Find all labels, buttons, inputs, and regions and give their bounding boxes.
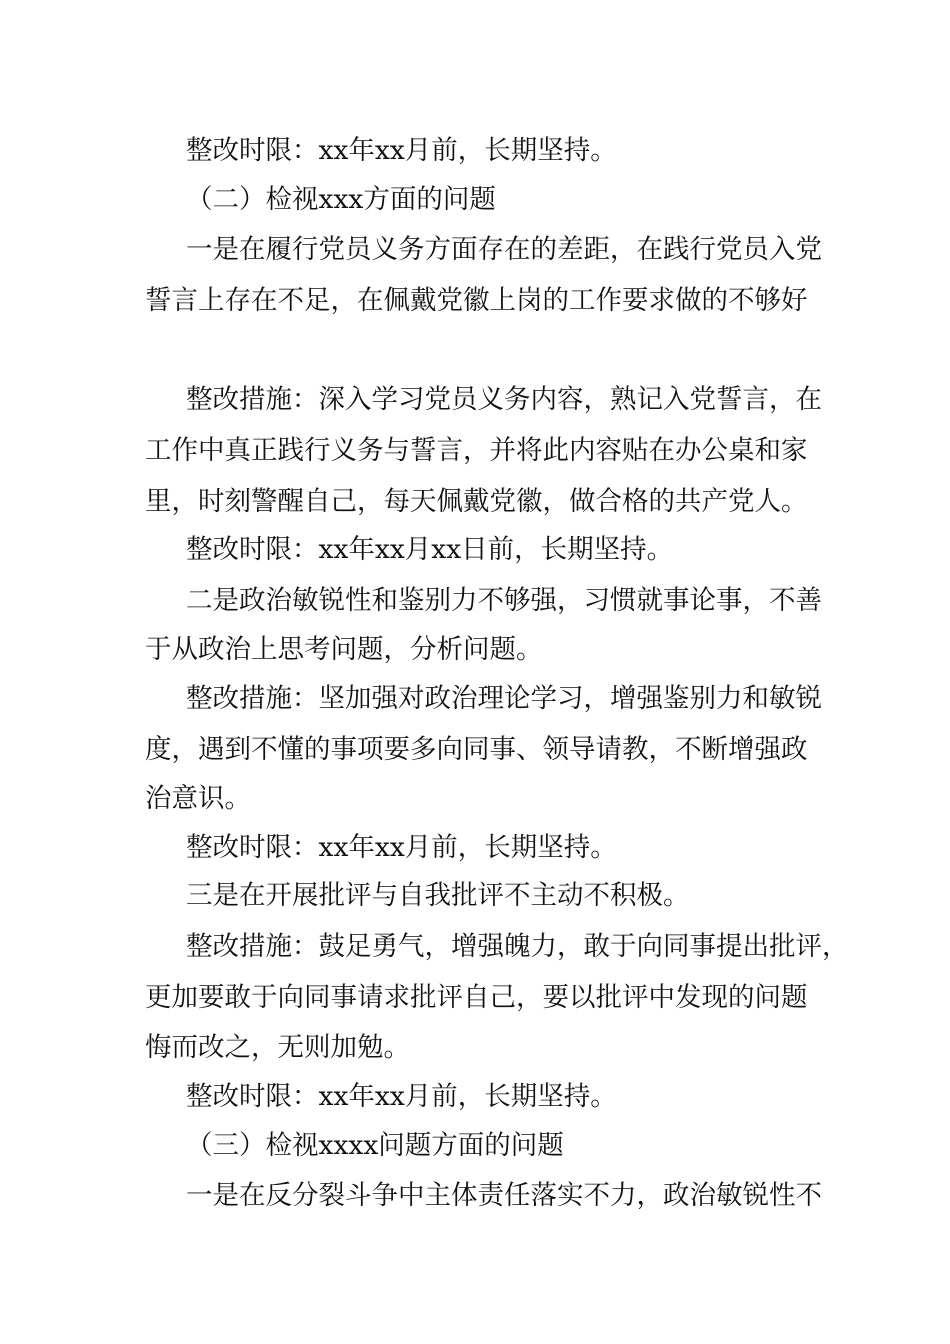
paragraph-line: 整改措施：深入学习党员义务内容，熟记入党誓言，在	[186, 384, 822, 415]
paragraph-line: 里，时刻警醒自己，每天佩戴党徽，做合格的共产党人。	[145, 486, 808, 517]
paragraph-line: 悔而改之，无则加勉。	[145, 1032, 410, 1063]
paragraph-line: 一是在履行党员义务方面存在的差距，在践行党员入党	[186, 234, 822, 265]
paragraph-line: 工作中真正践行义务与誓言，并将此内容贴在办公桌和家	[145, 435, 808, 466]
paragraph-line: 整改时限：xx年xx月xx日前，长期坚持。	[186, 534, 674, 565]
paragraph-line: 整改时限：xx年xx月前，长期坚持。	[186, 832, 617, 863]
paragraph-line: 整改时限：xx年xx月前，长期坚持。	[186, 135, 617, 166]
paragraph-line: 誓言上存在不足，在佩戴党徽上岗的工作要求做的不够好	[145, 285, 808, 316]
paragraph-line: 整改措施：鼓足勇气，增强魄力，敢于向同事提出批评，	[186, 931, 849, 962]
paragraph-line: 于从政治上思考问题，分析问题。	[145, 634, 543, 665]
paragraph-line: 一是在反分裂斗争中主体责任落实不力，政治敏锐性不	[186, 1180, 822, 1211]
paragraph-line: 整改措施：坚加强对政治理论学习，增强鉴别力和敏锐	[186, 683, 822, 714]
paragraph-line: 整改时限：xx年xx月前，长期坚持。	[186, 1081, 617, 1112]
paragraph-line: 二是政治敏锐性和鉴别力不够强，习惯就事论事，不善	[186, 585, 822, 616]
paragraph-line: 度，遇到不懂的事项要多向同事、领导请教，不断增强政	[145, 734, 808, 765]
paragraph-line: 更加要敢于向同事请求批评自己，要以批评中发现的问题	[145, 982, 808, 1013]
section-heading: （三）检视xxxx问题方面的问题	[186, 1130, 564, 1161]
section-heading: （二）检视xxx方面的问题	[186, 184, 496, 215]
paragraph-line: 治意识。	[145, 783, 251, 814]
paragraph-line: 三是在开展批评与自我批评不主动不积极。	[186, 880, 690, 911]
